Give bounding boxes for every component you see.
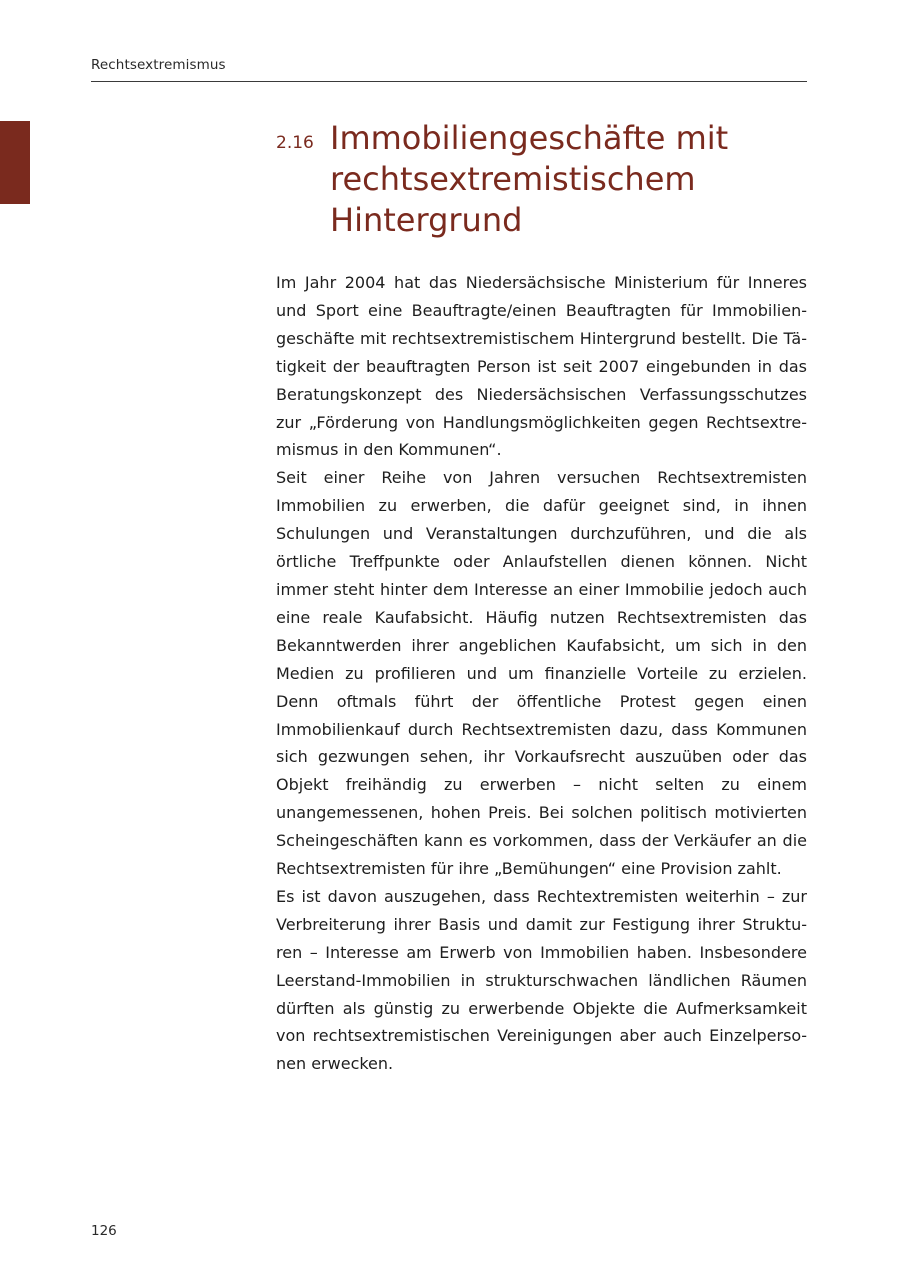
paragraph-3: Es ist davon auszugehen, dass Rechtextremisten weiterhin – zur Verbreiterung ihrer Basis und damit zur Festigung ihrer Strukturen – Interesse am Erwerb von Immobilien haben. Insbesondere Leerstand-Immobilien in strukturschwachen ländlichen Räumen dürften als günstig zu erwerbende Objekte die Aufmerksamkeit von rechtsextremistischen Vereinigungen aber auch Einzelpersonen erwecken. [276,886,807,1074]
paragraph-1: Im Jahr 2004 hat das Niedersächsische Ministerium für Inneres und Sport eine Beauftragte/einen Beauftragten für Immobiliengeschäfte mit rechtsextremistischem Hintergrund bestellt. Die Tätigkeit der beauftragten Person ist seit 2007 eingebunden in das Beratungskonzept des Niedersächsischen Verfassungsschutzes zur „Förderung von Handlungsmöglichkeiten gegen Rechtsextremismus in den Kommunen“. [276,273,807,460]
section-title: Immobiliengeschäfte mit rechtsextremistischem Hintergrund [330,119,729,239]
chapter-side-marker [0,121,30,204]
section-number: 2.16 [276,133,314,153]
paragraph-2: Seit einer Reihe von Jahren versuchen Rechtsextremisten Immobilien zu erwerben, die dafür geeignet sind, in ihnen Schulungen und Veranstaltungen durchzuführen, und die als örtliche Treffpunkte oder Anlaufstellen dienen können. Nicht immer steht hinter dem Interesse an einer Immobilie jedoch auch eine reale Kaufabsicht. Häufig nutzen Rechtsextremisten das Bekanntwerden ihrer angeblichen Kaufabsicht, um sich in den Medien zu profilieren und um finanzielle Vorteile zu erzielen. Denn oftmals führt der öffentliche Protest gegen einen Immobilienkauf durch Rechtsextremisten dazu, dass Kommunen sich gezwungen sehen, ihr Vorkaufsrecht auszuüben oder das Objekt freihändig zu erwerben – nicht selten zu einem unangemessenen, hohen Preis. Bei solchen politisch motivierten Scheingeschäften kann es vorkommen, dass der Verkäufer an die Rechtsextremisten für ihre „Bemühungen“ eine Provision zahlt. [276,468,807,879]
page-number: 126 [91,1223,117,1239]
running-header: Rechtsextremismus [91,57,226,73]
header-rule [91,81,807,82]
body-text [276,269,807,1078]
